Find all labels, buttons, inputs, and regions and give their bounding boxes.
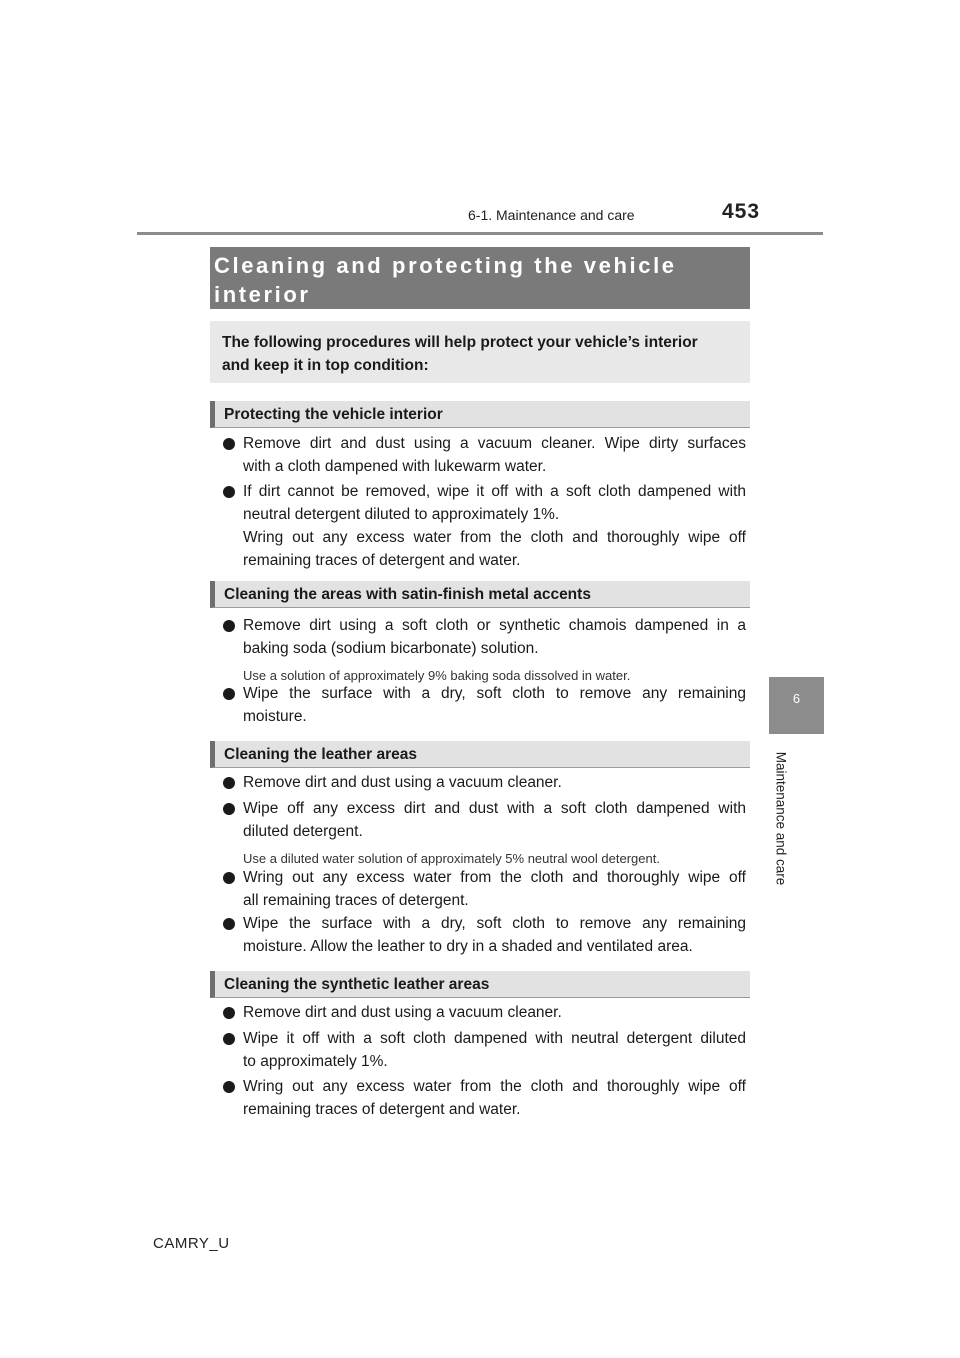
bullet-icon (223, 1007, 235, 1019)
list-item-text: Wipe off any excess dirt and dust with a soft cloth dampened with (243, 800, 746, 817)
bullet-icon (223, 620, 235, 632)
list-item-text: Wipe the surface with a dry, soft cloth to remove any remaining (243, 915, 746, 932)
list-item-text: moisture. Allow the leather to dry in a shaded and ventilated area. (243, 938, 693, 955)
bullet-icon (223, 918, 235, 930)
section-heading-protecting-interior: Protecting the vehicle interior (210, 401, 750, 428)
list-item-text: neutral detergent diluted to approximately 1%. (243, 506, 560, 523)
section-heading-leather: Cleaning the leather areas (210, 741, 750, 768)
bullet-icon (223, 688, 235, 700)
intro-box (210, 321, 750, 383)
list-item-text: diluted detergent. (243, 823, 363, 840)
list-item-text: Wipe the surface with a dry, soft cloth to remove any remaining (243, 685, 746, 702)
model-code: CAMRY_U (153, 1235, 230, 1252)
list-item (221, 797, 746, 843)
list-item (221, 866, 746, 912)
chapter-side-label (772, 743, 790, 891)
list-item-text: remaining traces of detergent and water. (243, 1101, 521, 1118)
note-text: Use a diluted water solution of approximately 5% neutral wool detergent. (243, 851, 660, 866)
section-heading-synthetic-leather: Cleaning the synthetic leather areas (210, 971, 750, 998)
bullet-icon (223, 803, 235, 815)
list-item (221, 1075, 746, 1121)
list-item-text: all remaining traces of detergent. (243, 892, 469, 909)
bullet-icon (223, 872, 235, 884)
intro-line-2: and keep it in top condition: (222, 357, 429, 374)
page-number: 453 (722, 200, 761, 223)
section-heading-satin-metal: Cleaning the areas with satin-finish metal accents (210, 581, 750, 608)
list-item-text: Wring out any excess water from the cloth and thoroughly wipe off (243, 1078, 746, 1095)
list-item (221, 1001, 746, 1024)
note-text: Use a solution of approximately 9% baking soda dissolved in water. (243, 668, 631, 683)
list-item-text: If dirt cannot be removed, wipe it off with a soft cloth dampened with (243, 483, 746, 500)
header-divider (137, 232, 823, 235)
bullet-icon (223, 1033, 235, 1045)
list-item-text: Remove dirt and dust using a vacuum cleaner. Wipe dirty surfaces (243, 435, 746, 452)
list-item (221, 682, 746, 728)
list-item (221, 480, 746, 572)
chapter-tab (769, 677, 824, 734)
list-item (221, 1027, 746, 1073)
list-item-text: Remove dirt and dust using a vacuum cleaner. (243, 1004, 562, 1021)
list-item (221, 771, 746, 794)
list-item-text: baking soda (sodium bicarbonate) solution. (243, 640, 539, 657)
bullet-icon (223, 486, 235, 498)
page-title (210, 247, 750, 309)
list-item-text: with a cloth dampened with lukewarm water. (243, 458, 547, 475)
page-title-line-2: interior (214, 282, 311, 307)
page-title-line-1: Cleaning and protecting the vehicle (214, 253, 677, 278)
list-item-text: Remove dirt and dust using a vacuum cleaner. (243, 774, 562, 791)
list-item-text: Remove dirt using a soft cloth or synthetic chamois dampened in a (243, 617, 746, 634)
bullet-icon (223, 777, 235, 789)
list-item-text: moisture. (243, 708, 307, 725)
header-section-title: 6-1. Maintenance and care (468, 207, 635, 223)
bullet-icon (223, 1081, 235, 1093)
list-item-text: remaining traces of detergent and water. (243, 552, 521, 569)
list-item-text: Wipe it off with a soft cloth dampened with neutral detergent diluted (243, 1030, 746, 1047)
list-item (221, 614, 746, 660)
chapter-side-label-text: Maintenance and care (773, 751, 789, 886)
bullet-icon (223, 438, 235, 450)
list-item-text: Wring out any excess water from the cloth and thoroughly wipe off (243, 529, 746, 546)
chapter-tab-number: 6 (792, 691, 801, 706)
list-item-text: Wring out any excess water from the cloth and thoroughly wipe off (243, 869, 746, 886)
intro-line-1: The following procedures will help protect your vehicle’s interior (222, 334, 698, 351)
list-item (221, 432, 746, 478)
list-item-text: to approximately 1%. (243, 1053, 388, 1070)
list-item (221, 912, 746, 958)
